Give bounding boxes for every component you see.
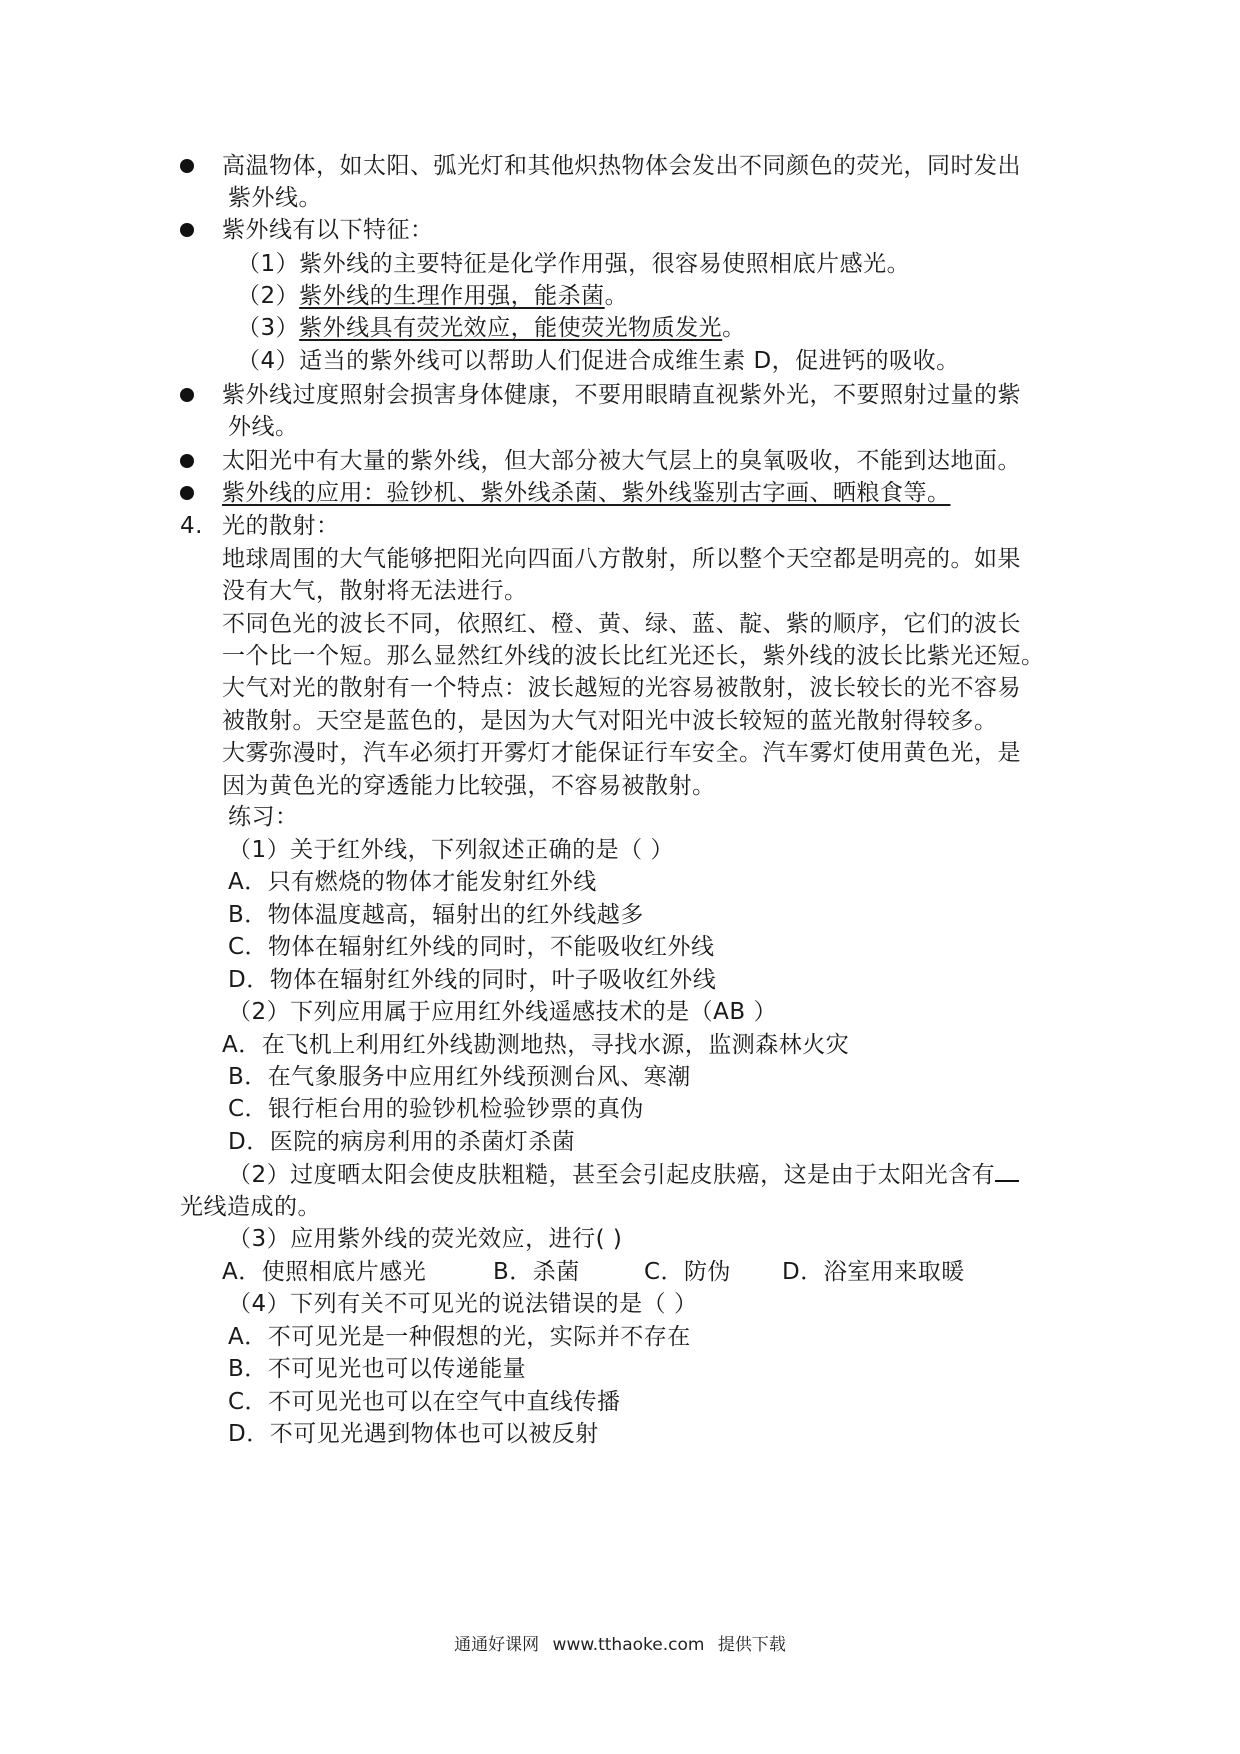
- question-option: C．物体在辐射红外线的同时，不能吸收红外线: [228, 934, 715, 960]
- bullet-text: 紫外线有以下特征：: [222, 217, 434, 243]
- paragraph-line: 因为黄色光的穿透能力比较强，不容易被散射。: [222, 773, 716, 799]
- page-footer: [0, 1633, 1240, 1657]
- question-stem: （3）应用紫外线的荧光效应，进行( ): [228, 1226, 623, 1252]
- question-option: D．物体在辐射红外线的同时，叶子吸收红外线: [228, 967, 717, 993]
- footer-suffix: 提供下载: [717, 1635, 786, 1655]
- feature-text-underlined: 紫外线具有荧光效应，能使荧光物质发光: [299, 315, 723, 341]
- feature-number: （3）: [237, 315, 300, 341]
- question-option: A．使照相底片感光: [222, 1259, 427, 1285]
- question-stem: （1）关于红外线，下列叙述正确的是（ ）: [228, 837, 674, 863]
- bullet-dot: [180, 223, 194, 237]
- question-option: A．不可见光是一种假想的光，实际并不存在: [228, 1324, 691, 1350]
- footer-url[interactable]: www.tthaoke.com: [552, 1635, 705, 1655]
- question-option: D．浴室用来取暖: [782, 1259, 965, 1285]
- question-option: A．只有燃烧的物体才能发射红外线: [228, 869, 597, 895]
- section-number: 4.: [180, 513, 203, 539]
- question-option: C．防伪: [644, 1259, 732, 1285]
- paragraph-line: 没有大气，散射将无法进行。: [222, 578, 528, 604]
- feature-number: （4）: [237, 348, 300, 374]
- answer-blank[interactable]: [995, 1158, 1019, 1182]
- question-option: B．在气象服务中应用红外线预测台风、寒潮: [228, 1064, 691, 1090]
- feature-tail: 。: [604, 283, 629, 309]
- paragraph-line: 大雾弥漫时，汽车必须打开雾灯才能保证行车安全。汽车雾灯使用黄色光，是: [222, 740, 1021, 766]
- section-heading: 光的散射：: [222, 513, 340, 539]
- question-option: B．杀菌: [493, 1259, 580, 1285]
- feature-item: [237, 248, 910, 280]
- bullet-text: 高温物体，如太阳、弧光灯和其他炽热物体会发出不同颜色的荧光，同时发出: [222, 153, 1021, 179]
- paragraph-line: 一个比一个短。那么显然红外线的波长比红光还长，紫外线的波长比紫光还短。: [222, 643, 1045, 669]
- feature-item: [237, 280, 628, 312]
- bullet-dot: [180, 388, 194, 402]
- bullet-text: 紫外线。: [228, 185, 322, 211]
- bullet-text: 紫外线过度照射会损害身体健康，不要用眼睛直视紫外光，不要照射过量的紫: [222, 382, 1021, 408]
- question-option: D．医院的病房利用的杀菌灯杀菌: [228, 1129, 576, 1155]
- feature-item: [237, 345, 960, 377]
- paragraph-line: 地球周围的大气能够把阳光向四面八方散射，所以整个天空都是明亮的。如果: [222, 546, 1021, 572]
- question-option: B．不可见光也可以传递能量: [228, 1356, 527, 1382]
- footer-site-name: 通通好课网: [454, 1635, 540, 1655]
- question-option: C．不可见光也可以在空气中直线传播: [228, 1389, 621, 1415]
- question-stem-continuation: 光线造成的。: [180, 1194, 321, 1220]
- bullet-text: 外线。: [228, 414, 299, 440]
- question-stem: （2）下列应用属于应用红外线遥感技术的是（AB ）: [228, 999, 777, 1025]
- question-option: B．物体温度越高，辐射出的红外线越多: [228, 902, 644, 928]
- question-option: A．在飞机上利用红外线勘测地热，寻找水源，监测森林火灾: [222, 1032, 850, 1058]
- question-stem-text: （2）过度晒太阳会使皮肤粗糙，甚至会引起皮肤癌，这是由于太阳光含有: [228, 1162, 996, 1188]
- feature-item: [237, 312, 746, 344]
- feature-text: 适当的紫外线可以帮助人们促进合成维生素 D，促进钙的吸收。: [299, 348, 960, 374]
- paragraph-line: 大气对光的散射有一个特点：波长越短的光容易被散射，波长较长的光不容易: [222, 675, 1021, 701]
- question-stem: [228, 1158, 1019, 1191]
- question-stem: （4）下列有关不可见光的说法错误的是（ ）: [228, 1291, 698, 1317]
- question-option: C．银行柜台用的验钞机检验钞票的真伪: [228, 1096, 645, 1122]
- feature-number: （2）: [237, 283, 300, 309]
- bullet-dot: [180, 486, 194, 500]
- bullet-dot: [180, 159, 194, 173]
- bullet-text-underlined: 紫外线的应用：验钞机、紫外线杀菌、紫外线鉴别古字画、晒粮食等。: [222, 480, 951, 506]
- question-option: D．不可见光遇到物体也可以被反射: [228, 1421, 599, 1447]
- feature-number: （1）: [237, 251, 300, 277]
- bullet-text: 太阳光中有大量的紫外线，但大部分被大气层上的臭氧吸收，不能到达地面。: [222, 448, 1021, 474]
- feature-text: 紫外线的主要特征是化学作用强，很容易使照相底片感光。: [299, 251, 911, 277]
- bullet-dot: [180, 454, 194, 468]
- paragraph-line: 不同色光的波长不同，依照红、橙、黄、绿、蓝、靛、紫的顺序，它们的波长: [222, 611, 1021, 637]
- feature-text-underlined: 紫外线的生理作用强，能杀菌: [299, 283, 605, 309]
- exercise-label: 练习：: [228, 804, 299, 830]
- paragraph-line: 被散射。天空是蓝色的，是因为大气对阳光中波长较短的蓝光散射得较多。: [222, 708, 998, 734]
- feature-tail: 。: [722, 315, 746, 341]
